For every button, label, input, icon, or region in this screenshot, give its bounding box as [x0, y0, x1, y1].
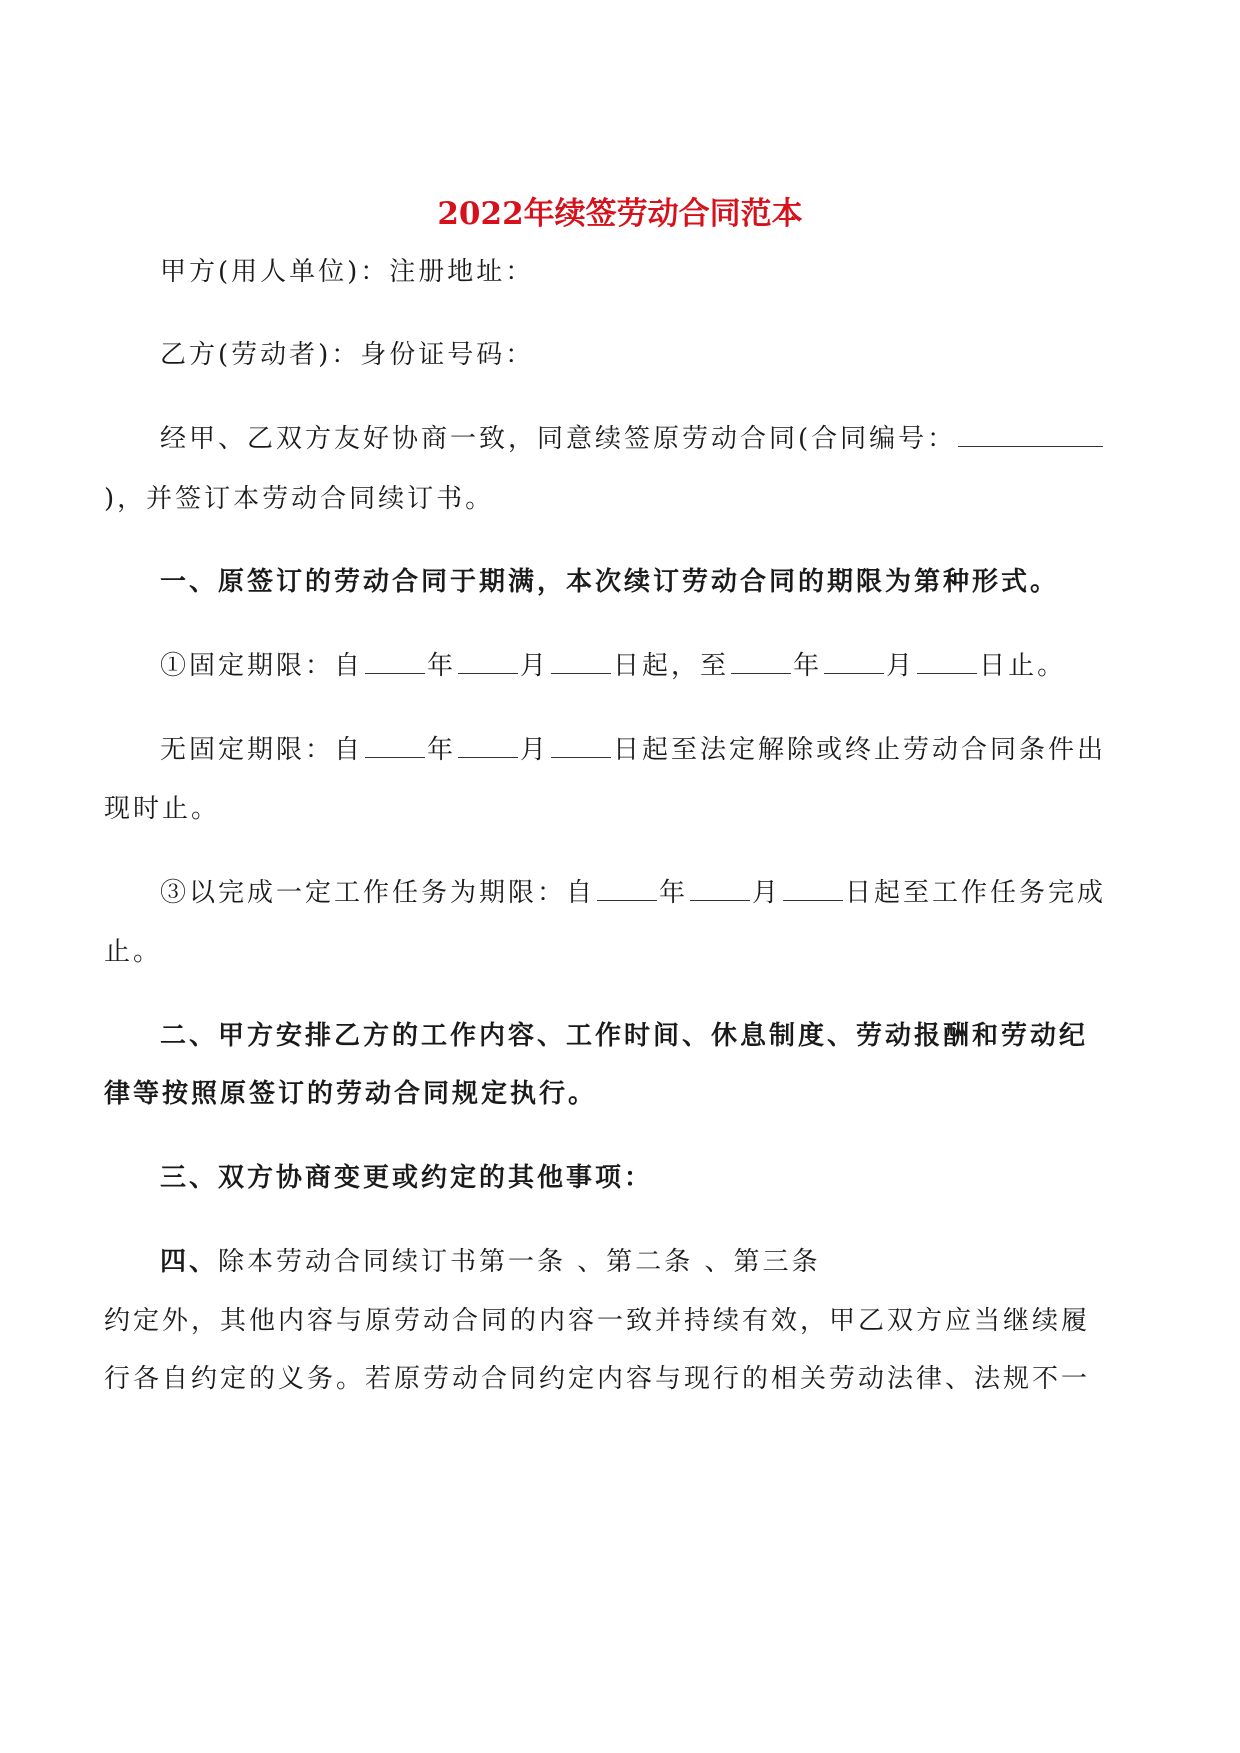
clause-4-line-1	[160, 1247, 821, 1278]
clause-4-text-1: 除本劳动合同续订书第一条 、第二条 、第三条	[218, 1247, 821, 1277]
blank	[458, 735, 518, 758]
open-term-line	[160, 735, 1106, 766]
blank	[917, 651, 977, 674]
blank	[458, 651, 518, 674]
blank	[365, 735, 425, 758]
blank	[824, 651, 884, 674]
clause-3: 三、双方协商变更或约定的其他事项：	[160, 1163, 654, 1193]
year-label: 年	[659, 878, 689, 908]
blank	[690, 878, 750, 901]
blank	[551, 651, 611, 674]
year-label: 年	[793, 651, 823, 681]
party-b-line: 乙方(劳动者)：身份证号码：	[160, 340, 535, 370]
clause-4-number: 四、	[160, 1247, 219, 1277]
fixed-term-line	[160, 651, 1066, 682]
open-term-suffix: 日起至法定解除或终止劳动合同条件出	[613, 735, 1107, 765]
month-label: 月	[752, 878, 782, 908]
month-label: 月	[886, 651, 916, 681]
document-title: 2022年续签劳动合同范本	[437, 196, 803, 232]
blank	[731, 651, 791, 674]
party-a-line: 甲方(用人单位)：注册地址：	[160, 257, 535, 287]
year-label: 年	[427, 735, 457, 765]
open-term-prefix: 无固定期限：自	[160, 735, 364, 765]
task-term-suffix: 日起至工作任务完成	[845, 878, 1107, 908]
clause-2-line-2: 律等按照原签订的劳动合同规定执行。	[104, 1079, 598, 1109]
task-term-line	[160, 878, 1106, 909]
clause-1-heading: 一、原签订的劳动合同于期满，本次续订劳动合同的期限为第种形式。	[160, 567, 1060, 597]
clause-4-line-2: 约定外，其他内容与原劳动合同的内容一致并持续有效，甲乙双方应当继续履	[104, 1306, 1091, 1336]
month-label: 月	[520, 735, 550, 765]
clause-4-line-3: 行各自约定的义务。若原劳动合同约定内容与现行的相关劳动法律、法规不一	[104, 1364, 1091, 1394]
intro-line-2: )，并签订本劳动合同续订书。	[104, 484, 495, 514]
intro-text-1: 经甲、乙双方友好协商一致，同意续签原劳动合同(合同编号：	[160, 424, 957, 454]
blank	[783, 878, 843, 901]
intro-line-1	[160, 424, 1105, 455]
task-term-prefix: ③以完成一定工作任务为期限：自	[160, 878, 596, 908]
contract-number-blank	[958, 424, 1103, 447]
blank	[551, 735, 611, 758]
task-term-line-2: 止。	[104, 937, 163, 967]
year-label: 年	[427, 651, 457, 681]
month-label: 月	[520, 651, 550, 681]
blank	[597, 878, 657, 901]
open-term-line-2: 现时止。	[104, 794, 221, 824]
fixed-term-prefix: ①固定期限：自	[160, 651, 364, 681]
clause-2-line-1: 二、甲方安排乙方的工作内容、工作时间、休息制度、劳动报酬和劳动纪	[160, 1021, 1089, 1051]
blank	[365, 651, 425, 674]
day-start-label: 日起，至	[613, 651, 730, 681]
day-end-label: 日止。	[979, 651, 1067, 681]
